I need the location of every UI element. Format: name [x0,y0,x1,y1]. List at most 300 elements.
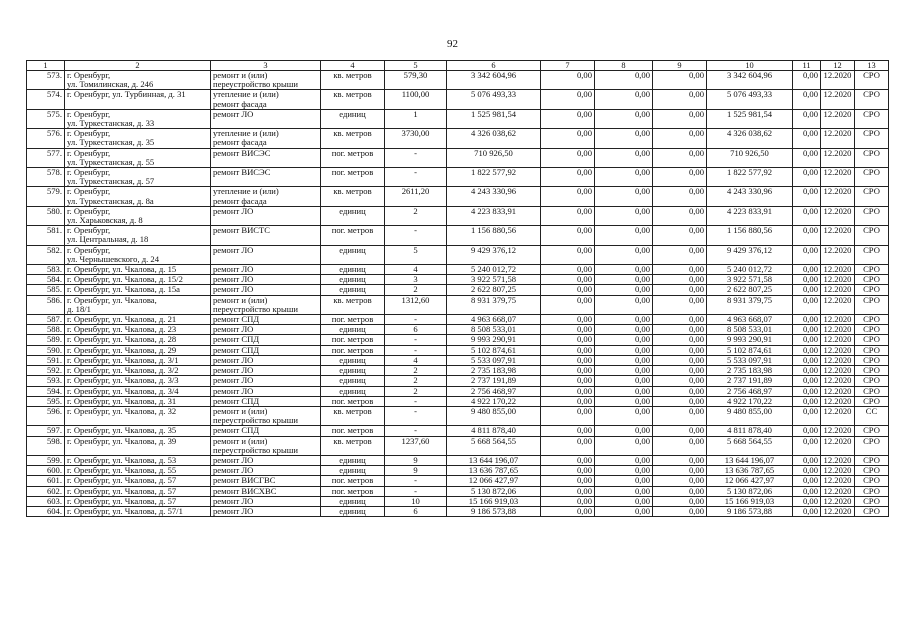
quantity-cell: 4 [385,265,447,275]
federal-funds-cell: 0,00 [541,285,595,295]
federal-funds-cell: 0,00 [541,426,595,436]
work-type-cell-line: ремонт СПД [213,334,260,345]
local-funds-cell: 0,00 [653,335,707,345]
work-type-cell-line: ремонт ЛО [213,375,254,386]
table-row [27,315,889,325]
regional-funds-cell: 0,00 [595,245,653,264]
federal-funds-cell: 0,00 [541,406,595,425]
row-number-cell: 599. [27,455,65,465]
regional-funds-cell: 0,00 [595,366,653,376]
local-funds-cell: 0,00 [653,325,707,335]
federal-funds-cell: 0,00 [541,315,595,325]
quantity-cell: 9 [385,466,447,476]
work-type-cell-line: ремонт фасада [213,137,267,148]
header-cell-11: 11 [793,61,821,71]
federal-funds-cell: 0,00 [541,325,595,335]
completion-date-cell: 12.2020 [821,506,855,516]
federal-funds-cell: 0,00 [541,245,595,264]
fund-method-cell: СРО [855,295,889,314]
row-number-cell: 591. [27,355,65,365]
address-cell [65,90,211,109]
unit-cell: единиц [321,506,385,516]
address-cell-line: ул. Туркестанская, д. 33 [67,118,155,129]
address-cell [65,345,211,355]
header-cell-5: 5 [385,61,447,71]
total-cost-cell: 3 922 571,58 [447,275,541,285]
row-number-cell: 582. [27,245,65,264]
regional-funds-cell: 0,00 [595,129,653,148]
completion-date-cell: 12.2020 [821,496,855,506]
regional-funds-cell: 0,00 [595,168,653,187]
address-cell [65,376,211,386]
work-type-cell-line: ремонт ЛО [213,245,254,255]
completion-date-cell: 12.2020 [821,285,855,295]
table-row [27,455,889,465]
regional-funds-cell: 0,00 [595,265,653,275]
quantity-cell: 1312,60 [385,295,447,314]
other-funds-cell: 0,00 [793,275,821,285]
quantity-cell: 1100,00 [385,90,447,109]
header-cell-12: 12 [821,61,855,71]
table-row [27,466,889,476]
other-funds-cell: 0,00 [793,436,821,455]
unit-cell: кв. метров [321,406,385,425]
total-cost-cell: 4 811 878,40 [447,426,541,436]
address-cell [65,206,211,225]
address-cell [65,386,211,396]
address-cell-line: ул. Чернышевского, д. 24 [67,253,160,264]
address-cell-line: ул. Центральная, д. 18 [67,234,149,245]
federal-funds-cell: 0,00 [541,466,595,476]
quantity-cell: - [385,486,447,496]
address-cell-line: г. Оренбург, ул. Чкалова, д. 23 [67,324,177,335]
address-cell-line: г. Оренбург, ул. Чкалова, д. 55 [67,465,177,476]
quantity-cell: - [385,168,447,187]
other-funds-cell: 0,00 [793,486,821,496]
owner-funds-cell: 9 993 290,91 [707,335,793,345]
federal-funds-cell: 0,00 [541,109,595,128]
local-funds-cell: 0,00 [653,148,707,167]
address-cell [65,455,211,465]
work-type-cell [211,295,321,314]
work-type-cell-line: ремонт ЛО [213,109,254,119]
other-funds-cell: 0,00 [793,406,821,425]
address-cell [65,426,211,436]
quantity-cell: - [385,396,447,406]
completion-date-cell: 12.2020 [821,295,855,314]
table-row [27,129,889,148]
work-type-cell [211,206,321,225]
unit-cell: единиц [321,206,385,225]
address-cell [65,275,211,285]
federal-funds-cell: 0,00 [541,187,595,206]
unit-cell: кв. метров [321,187,385,206]
table-row [27,496,889,506]
table-row [27,206,889,225]
work-type-cell-line: ремонт ВИСГВС [213,475,276,486]
address-cell-line: г. Оренбург, ул. Чкалова, д. 3/1 [67,355,179,365]
quantity-cell: 6 [385,506,447,516]
fund-method-cell: СРО [855,325,889,335]
completion-date-cell: 12.2020 [821,275,855,285]
address-cell [65,148,211,167]
unit-cell: кв. метров [321,129,385,148]
unit-cell: единиц [321,245,385,264]
work-type-cell [211,406,321,425]
local-funds-cell: 0,00 [653,187,707,206]
other-funds-cell: 0,00 [793,396,821,406]
address-cell [65,355,211,365]
work-type-cell-line: ремонт ВИСТС [213,225,271,236]
row-number-cell: 576. [27,129,65,148]
federal-funds-cell: 0,00 [541,71,595,90]
regional-funds-cell: 0,00 [595,226,653,245]
work-type-cell-line: ремонт СПД [213,425,260,436]
work-type-cell [211,396,321,406]
work-type-cell-line: ремонт ВИСЭС [213,167,271,178]
work-type-cell-line: ремонт ЛО [213,455,254,465]
other-funds-cell: 0,00 [793,325,821,335]
regional-funds-cell: 0,00 [595,335,653,345]
row-number-cell: 596. [27,406,65,425]
work-type-cell-line: ремонт и (или) [213,406,268,416]
header-cell-7: 7 [541,61,595,71]
work-type-cell [211,366,321,376]
header-cell-6: 6 [447,61,541,71]
local-funds-cell: 0,00 [653,295,707,314]
owner-funds-cell: 5 076 493,33 [707,90,793,109]
local-funds-cell: 0,00 [653,466,707,476]
completion-date-cell: 12.2020 [821,406,855,425]
completion-date-cell: 12.2020 [821,315,855,325]
work-type-cell-line: ремонт фасада [213,195,267,206]
local-funds-cell: 0,00 [653,436,707,455]
federal-funds-cell: 0,00 [541,265,595,275]
total-cost-cell: 2 756 468,97 [447,386,541,396]
owner-funds-cell: 1 822 577,92 [707,168,793,187]
federal-funds-cell: 0,00 [541,386,595,396]
address-cell-line: г. Оренбург, ул. Чкалова, д. 15 [67,264,177,275]
unit-cell: пог. метров [321,168,385,187]
regional-funds-cell: 0,00 [595,206,653,225]
regional-funds-cell: 0,00 [595,148,653,167]
owner-funds-cell: 4 963 668,07 [707,315,793,325]
address-cell-line: г. Оренбург, [67,167,111,178]
address-cell-line: г. Оренбург, [67,128,111,139]
address-cell [65,325,211,335]
unit-cell: пог. метров [321,426,385,436]
row-number-cell: 603. [27,496,65,506]
fund-method-cell: СРО [855,129,889,148]
owner-funds-cell: 3 342 604,96 [707,71,793,90]
regional-funds-cell: 0,00 [595,355,653,365]
address-cell-line: г. Оренбург, ул. Чкалова, д. 57 [67,496,177,506]
regional-funds-cell: 0,00 [595,325,653,335]
table-row [27,396,889,406]
work-type-cell-line: утепление и (или) [213,89,279,100]
work-type-cell-line: ремонт ЛО [213,355,254,365]
row-number-cell: 585. [27,285,65,295]
completion-date-cell: 12.2020 [821,376,855,386]
fund-method-cell: СРО [855,476,889,486]
row-number-cell: 586. [27,295,65,314]
fund-method-cell: СРО [855,355,889,365]
table-row [27,345,889,355]
unit-cell: кв. метров [321,71,385,90]
local-funds-cell: 0,00 [653,109,707,128]
completion-date-cell: 12.2020 [821,436,855,455]
fund-method-cell: СРО [855,376,889,386]
owner-funds-cell: 2 622 807,25 [707,285,793,295]
local-funds-cell: 0,00 [653,71,707,90]
work-type-cell [211,71,321,90]
local-funds-cell: 0,00 [653,496,707,506]
work-type-cell-line: ремонт ВИСЭС [213,148,271,158]
total-cost-cell: 4 223 833,91 [447,206,541,225]
work-type-cell-line: ремонт ЛО [213,496,254,506]
quantity-cell: 3730,00 [385,129,447,148]
other-funds-cell: 0,00 [793,109,821,128]
owner-funds-cell: 5 130 872,06 [707,486,793,496]
quantity-cell: - [385,315,447,325]
address-cell-line: ул. Томилинская, д. 246 [67,79,154,90]
table-row [27,376,889,386]
address-cell-line: ул. Туркестанская, д. 55 [67,156,155,167]
quantity-cell: 1237,60 [385,436,447,455]
completion-date-cell: 12.2020 [821,366,855,376]
fund-method-cell: СРО [855,226,889,245]
regional-funds-cell: 0,00 [595,295,653,314]
quantity-cell: 2 [385,386,447,396]
federal-funds-cell: 0,00 [541,90,595,109]
unit-cell: пог. метров [321,315,385,325]
work-type-cell-line: ремонт и (или) [213,436,268,446]
row-number-cell: 588. [27,325,65,335]
total-cost-cell: 2 737 191,89 [447,376,541,386]
federal-funds-cell: 0,00 [541,476,595,486]
work-type-cell [211,315,321,325]
work-type-cell [211,187,321,206]
address-cell-line: ул. Туркестанская, д. 57 [67,176,155,187]
regional-funds-cell: 0,00 [595,455,653,465]
completion-date-cell: 12.2020 [821,335,855,345]
total-cost-cell: 13 644 196,07 [447,455,541,465]
regional-funds-cell: 0,00 [595,486,653,496]
other-funds-cell: 0,00 [793,386,821,396]
federal-funds-cell: 0,00 [541,168,595,187]
total-cost-cell: 9 186 573,88 [447,506,541,516]
other-funds-cell: 0,00 [793,426,821,436]
federal-funds-cell: 0,00 [541,345,595,355]
local-funds-cell: 0,00 [653,315,707,325]
address-cell-line: г. Оренбург, ул. Чкалова, д. 53 [67,455,177,465]
fund-method-cell: СРО [855,148,889,167]
table-row [27,71,889,90]
row-number-cell: 583. [27,265,65,275]
address-cell-line: г. Оренбург, ул. Чкалова, д. 15а [67,284,181,295]
row-number-cell: 581. [27,226,65,245]
total-cost-cell: 5 130 872,06 [447,486,541,496]
local-funds-cell: 0,00 [653,168,707,187]
total-cost-cell: 4 326 038,62 [447,129,541,148]
row-number-cell: 604. [27,506,65,516]
local-funds-cell: 0,00 [653,376,707,386]
quantity-cell: - [385,345,447,355]
work-type-cell [211,335,321,345]
completion-date-cell: 12.2020 [821,386,855,396]
work-type-cell [211,355,321,365]
federal-funds-cell: 0,00 [541,455,595,465]
owner-funds-cell: 1 156 880,56 [707,226,793,245]
owner-funds-cell: 3 922 571,58 [707,275,793,285]
quantity-cell: - [385,335,447,345]
other-funds-cell: 0,00 [793,315,821,325]
other-funds-cell: 0,00 [793,335,821,345]
fund-method-cell: СРО [855,71,889,90]
quantity-cell: - [385,226,447,245]
address-cell [65,436,211,455]
row-number-cell: 587. [27,315,65,325]
completion-date-cell: 12.2020 [821,355,855,365]
table-row [27,148,889,167]
unit-cell: единиц [321,366,385,376]
other-funds-cell: 0,00 [793,285,821,295]
work-type-cell [211,109,321,128]
work-type-cell-line: ремонт СПД [213,314,260,325]
local-funds-cell: 0,00 [653,90,707,109]
address-cell [65,285,211,295]
header-cell-10: 10 [707,61,793,71]
quantity-cell: - [385,476,447,486]
work-type-cell [211,129,321,148]
regional-funds-cell: 0,00 [595,109,653,128]
table-row [27,406,889,425]
completion-date-cell: 12.2020 [821,71,855,90]
address-cell-line: г. Оренбург, ул. Чкалова, д. 57/1 [67,506,183,516]
work-type-cell [211,376,321,386]
header-cell-8: 8 [595,61,653,71]
quantity-cell: - [385,406,447,425]
unit-cell: единиц [321,376,385,386]
total-cost-cell: 5 076 493,33 [447,90,541,109]
completion-date-cell: 12.2020 [821,426,855,436]
address-cell-line: г. Оренбург, ул. Чкалова, д. 32 [67,406,177,416]
work-type-cell [211,486,321,496]
regional-funds-cell: 0,00 [595,496,653,506]
row-number-cell: 575. [27,109,65,128]
regional-funds-cell: 0,00 [595,275,653,285]
fund-method-cell: СРО [855,206,889,225]
fund-method-cell: СРО [855,426,889,436]
row-number-cell: 601. [27,476,65,486]
other-funds-cell: 0,00 [793,265,821,275]
header-cell-1: 1 [27,61,65,71]
work-type-cell [211,476,321,486]
work-type-cell-line: переустройство крыши [213,303,298,314]
quantity-cell: 2 [385,206,447,225]
local-funds-cell: 0,00 [653,206,707,225]
local-funds-cell: 0,00 [653,426,707,436]
address-cell [65,295,211,314]
table-row [27,325,889,335]
table-row [27,90,889,109]
fund-method-cell: СРО [855,436,889,455]
owner-funds-cell: 4 223 833,91 [707,206,793,225]
address-cell-line: г. Оренбург, ул. Чкалова, д. 3/4 [67,386,179,396]
unit-cell: единиц [321,275,385,285]
address-cell-line: ул. Туркестанская, д. 8а [67,195,154,206]
other-funds-cell: 0,00 [793,466,821,476]
page-number: 92 [447,38,458,50]
work-type-cell [211,168,321,187]
total-cost-cell: 9 480 855,00 [447,406,541,425]
work-type-cell-line: ремонт ЛО [213,365,254,376]
total-cost-cell: 2 622 807,25 [447,285,541,295]
quantity-cell: 2 [385,366,447,376]
address-cell-line: г. Оренбург, ул. Чкалова, [67,295,157,305]
address-cell-line: г. Оренбург, [67,245,111,255]
completion-date-cell: 12.2020 [821,148,855,167]
row-number-cell: 593. [27,376,65,386]
address-cell [65,129,211,148]
fund-method-cell: СРО [855,386,889,396]
work-type-cell [211,496,321,506]
regional-funds-cell: 0,00 [595,466,653,476]
fund-method-cell: СРО [855,90,889,109]
address-cell-line: г. Оренбург, ул. Чкалова, д. 15/2 [67,274,183,285]
owner-funds-cell: 12 066 427,97 [707,476,793,486]
fund-method-cell: СРО [855,506,889,516]
address-cell-line: г. Оренбург, [67,206,111,216]
quantity-cell: 5 [385,245,447,264]
address-cell-line: г. Оренбург, ул. Чкалова, д. 31 [67,396,177,406]
address-cell-line: г. Оренбург, [67,109,111,119]
local-funds-cell: 0,00 [653,265,707,275]
address-cell [65,496,211,506]
local-funds-cell: 0,00 [653,455,707,465]
fund-method-cell: СРО [855,466,889,476]
row-number-cell: 574. [27,90,65,109]
fund-method-cell: СРО [855,366,889,376]
total-cost-cell: 4 922 170,22 [447,396,541,406]
completion-date-cell: 12.2020 [821,168,855,187]
row-number-cell: 602. [27,486,65,496]
work-type-cell-line: ремонт ЛО [213,264,254,275]
table-row [27,436,889,455]
address-cell-line: д. 18/1 [67,303,91,314]
local-funds-cell: 0,00 [653,486,707,496]
other-funds-cell: 0,00 [793,366,821,376]
total-cost-cell: 4 963 668,07 [447,315,541,325]
total-cost-cell: 9 429 376,12 [447,245,541,264]
quantity-cell: - [385,148,447,167]
work-type-cell-line: ремонт ЛО [213,465,254,476]
owner-funds-cell: 9 429 376,12 [707,245,793,264]
owner-funds-cell: 4 922 170,22 [707,396,793,406]
regional-funds-cell: 0,00 [595,506,653,516]
quantity-cell: 2611,20 [385,187,447,206]
local-funds-cell: 0,00 [653,506,707,516]
total-cost-cell: 12 066 427,97 [447,476,541,486]
work-type-cell-line: ремонт ЛО [213,206,254,216]
other-funds-cell: 0,00 [793,496,821,506]
work-type-cell [211,426,321,436]
federal-funds-cell: 0,00 [541,148,595,167]
federal-funds-cell: 0,00 [541,226,595,245]
work-type-cell-line: утепление и (или) [213,128,279,139]
row-number-cell: 578. [27,168,65,187]
address-cell-line: г. Оренбург, [67,148,111,158]
